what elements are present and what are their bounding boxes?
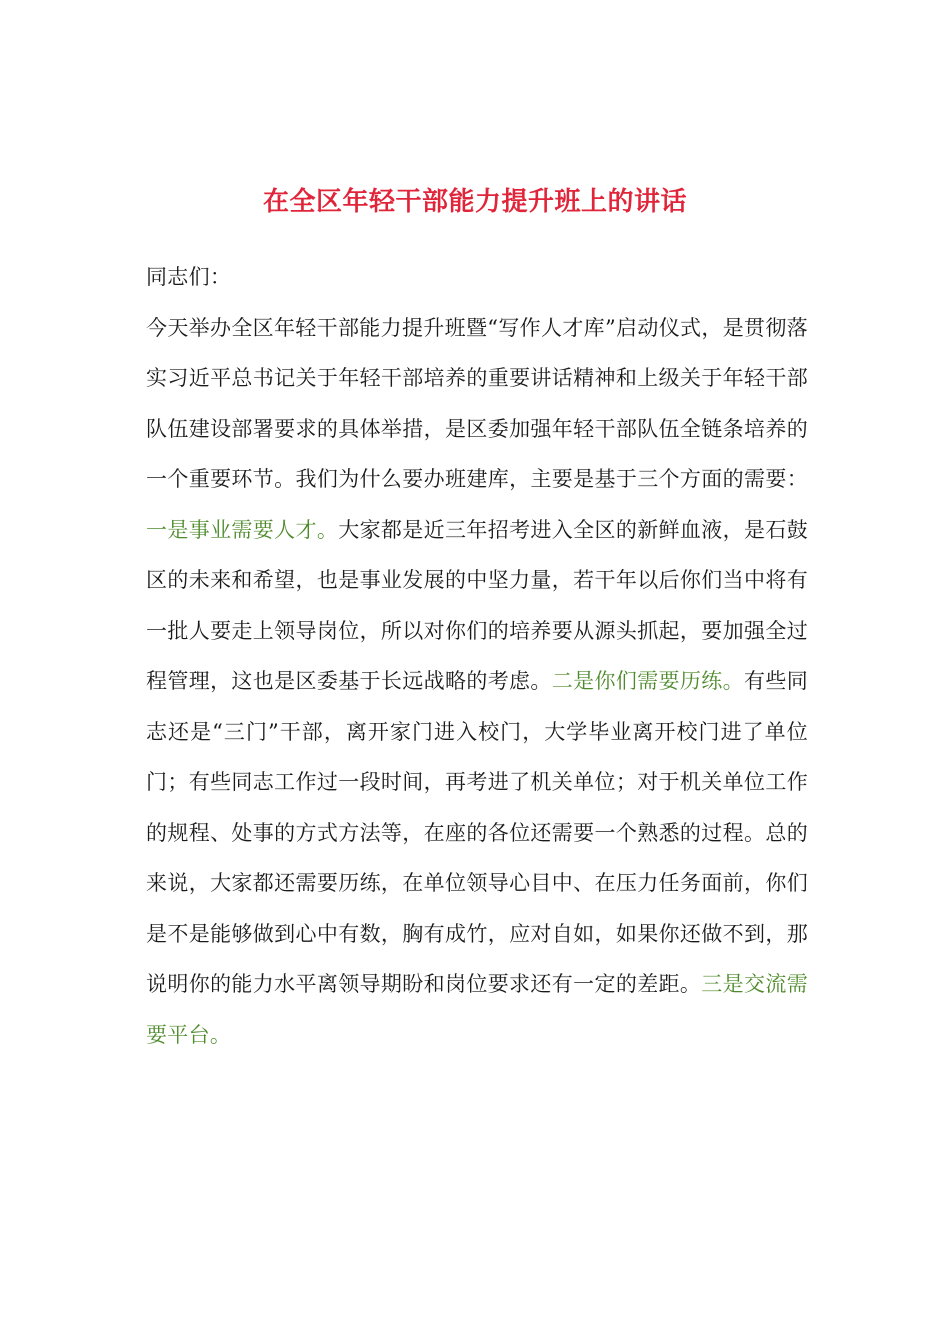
paragraph-text-2: 大家都是近三年招考进入全区的新鲜血液，是石鼓区的未来和希望，也是事业发展的中坚力量，若干年以后你们当中将有一批人要走上领导岗位，所以对你们的培养要从源头抓起，要加强全过程管理，这也是区委基于长远战略的考虑。 (146, 517, 808, 693)
highlighted-point-3: 三是交流需要平台。 (146, 972, 808, 1047)
body-paragraph (146, 303, 808, 1061)
document-body (146, 252, 808, 1060)
greeting: 同志们： (146, 265, 232, 289)
paragraph-text-3: 有些同志还是“三门”干部，离开家门进入校门，大学毕业离开校门进了单位门；有些同志工作过一段时间，再考进了机关单位；对于机关单位工作的规程、处事的方式方法等，在座的各位还需要一个熟悉的过程。总的来说，大家都还需要历练，在单位领导心目中、在压力任务面前，你们是不是能够做到心中有数，胸有成竹，应对自如，如果你还做不到，那说明你的能力水平离领导期盼和岗位要求还有一定的差距。 (146, 669, 809, 996)
highlighted-point-1: 一是事业需要人才。 (146, 517, 339, 542)
document-title: 在全区年轻干部能力提升班上的讲话 (262, 187, 687, 217)
highlighted-point-2: 二是你们需要历练。 (551, 669, 744, 693)
paragraph-text-1: 今天举办全区年轻干部能力提升班暨“写作人才库”启动仪式，是贯彻落实习近平总书记关于年轻干部培养的重要讲话精神和上级关于年轻干部队伍建设部署要求的具体举措，是区委加强年轻干部队伍全链条培养的一个重要环节。我们为什么要办班建库，主要是基于三个方面的需要： (146, 315, 808, 491)
